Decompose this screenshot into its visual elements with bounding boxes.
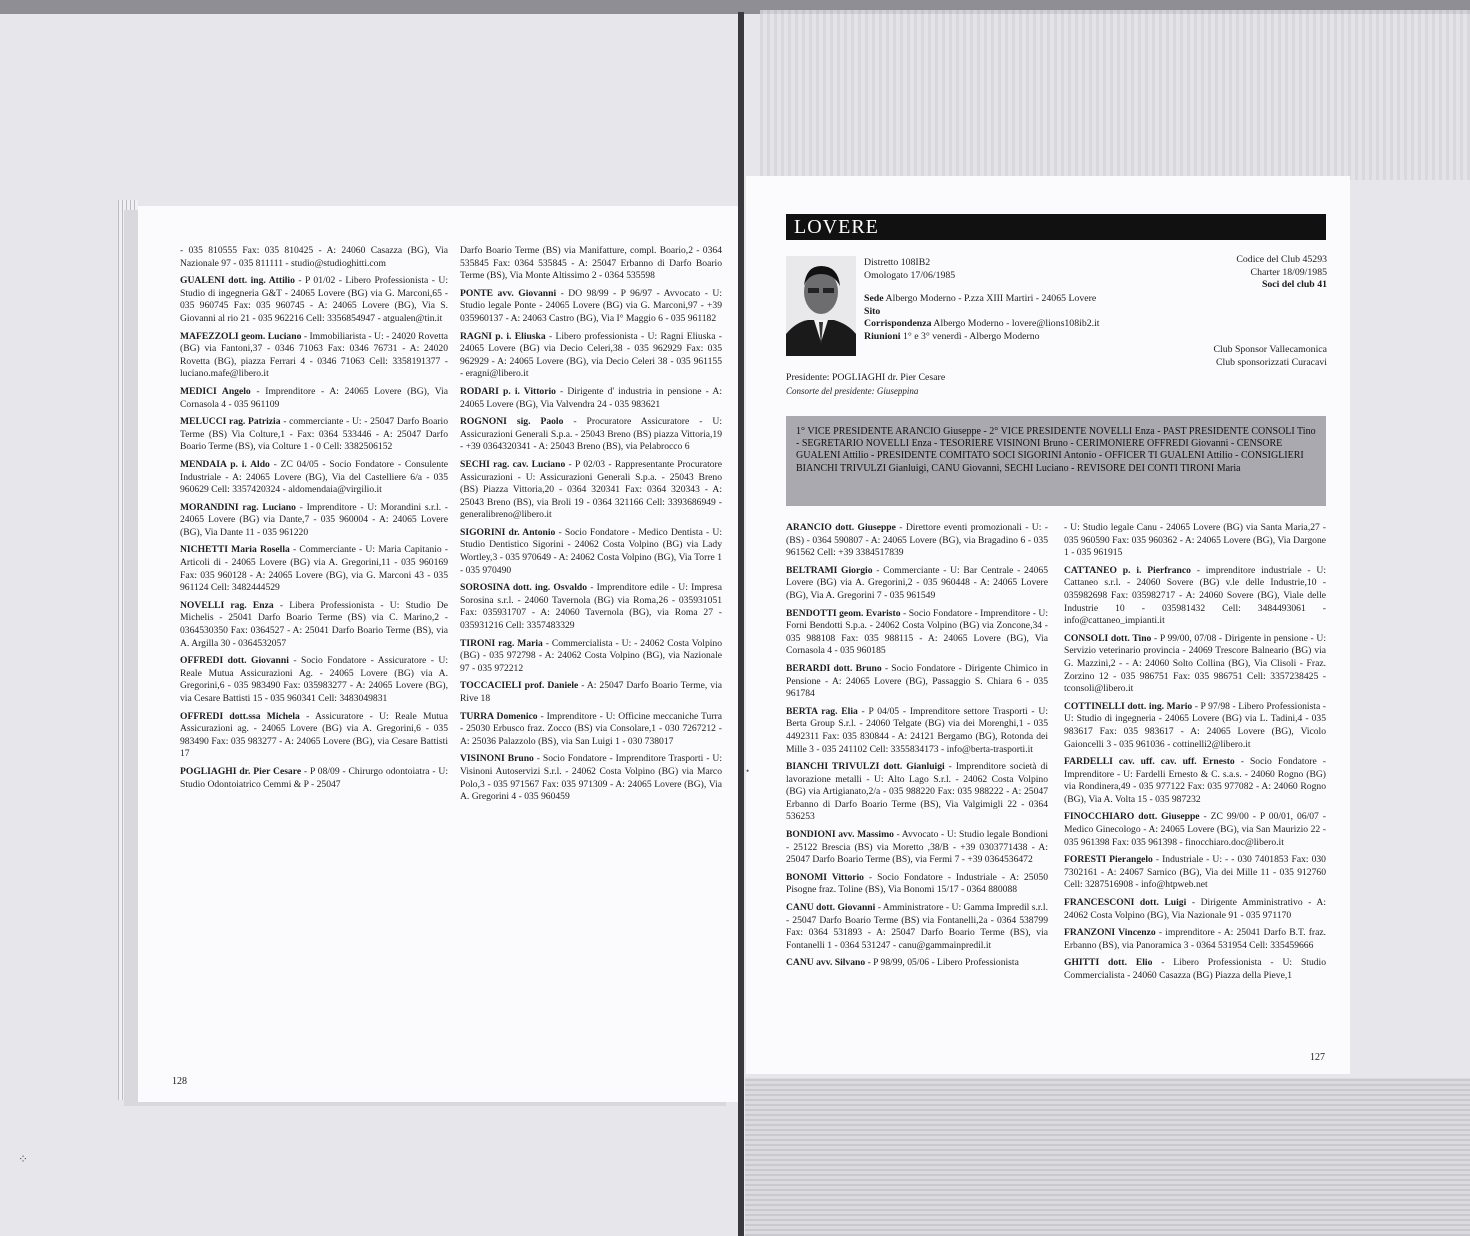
member-name: BERTA rag. Elia <box>786 705 858 717</box>
member-name: FORESTI Pierangelo <box>1064 854 1153 866</box>
member-entry <box>460 527 722 577</box>
correspondence-label: Corrispondenza <box>864 318 932 330</box>
member-name: BELTRAMI Giorgio <box>786 564 873 576</box>
member-entry <box>460 331 722 381</box>
member-details: - Direttore eventi promozionali - U: - (BS) - 0364 590807 - A: 24065 Lovere (BG), via Bragadino 6 - 035 961562 Cell: +39 3384517839 <box>786 522 1048 559</box>
member-name: MORANDINI rag. Luciano <box>180 501 296 513</box>
left-page-column-1 <box>180 245 448 796</box>
member-entry <box>180 544 448 594</box>
book-spine <box>738 12 744 1236</box>
member-name: CANU avv. Silvano <box>786 957 866 969</box>
member-entry <box>460 638 722 676</box>
member-name: TIRONI rag. Maria <box>460 637 543 649</box>
member-details: - Imprenditore - U: Morandini s.r.l. - 24065 Lovere (BG) via Dante,7 - 035 960004 - A: 24065 Lovere (BG), Via Dante 11 - 035 961220 <box>180 501 449 538</box>
member-entry <box>1064 811 1326 849</box>
member-details: - U: Studio legale Canu - 24065 Lovere (BG) via Santa Maria,27 - 035 960590 Fax: 035 960362 - A: 24065 Lovere (BG), Via Dargone 1 - 035 961915 <box>1064 522 1326 559</box>
member-details: - P 99/00, 07/08 - Dirigente in pensione - U: Servizio veterinario provincia - 24069 Trescore Balneario (BG) via G. Mazzini,2 - - A: 24060 Solto Collina (BG), Via Clisoli - Fraz. Zorzino 12 - 035 986751 Fax: 035 986751 Cell: 3357238425 - tconsoli@libero.it <box>1064 632 1326 695</box>
member-entry <box>180 275 448 325</box>
member-name: VISINONI Bruno <box>460 753 534 765</box>
president-block <box>786 372 1106 397</box>
member-details: - A: 25047 Darfo Boario Terme, via Rive 18 <box>460 680 722 704</box>
member-details: - P 02/03 - Rappresentante Procuratore Assicurazioni - U: Assicurazioni Generali S.p.a. - 25043 Breno (BS) Piazza Vittoria,20 - 0364 320341 Fax: 0364 320343 - A: 25043 Breno (BS), via Broli 19 - 0364 321166 Cell: 3393686949 - generalibreno@libero.it <box>460 458 722 521</box>
member-name: ARANCIO dott. Giuseppe <box>786 522 896 533</box>
club-sponsor: Club Sponsor Vallecamonica <box>1213 344 1327 355</box>
member-entry <box>180 711 448 761</box>
member-details: - P 98/99, 05/06 - Libero Professionista <box>865 957 1019 969</box>
member-name: SOROSINA dott. ing. Osvaldo <box>460 582 587 594</box>
member-entry <box>1064 854 1326 892</box>
scan-noise-bottom <box>745 1078 1470 1236</box>
club-info-block <box>864 293 1164 343</box>
member-name: OFFREDI dott. Giovanni <box>180 655 289 667</box>
member-details: - P 01/02 - Libero Professionista - U: Studio di ingegneria G&T - 24065 Lovere (BG) via G. Marconi,65 - 035 960745 Fax: 035 960745 - A: 24065 Lovere (BG), Via S. Giovanni al rio 21 - 035 962216 Cell: 3356854947 - atgualen@tin.it <box>180 275 448 324</box>
member-entry <box>786 829 1048 867</box>
member-entry <box>460 711 722 749</box>
member-name: SIGORINI dr. Antonio <box>460 526 556 538</box>
sito-label: Sito <box>864 305 881 317</box>
member-details: - Imprenditore edile - U: Impresa Sorosina s.r.l. - 24060 Tavernola (BG) via Roma,26 - 035931051 Fax: 035931707 - A: 24060 Tavernola (BG), via Roma 27 - 035931216 Cell: 3357483329 <box>460 582 723 632</box>
member-entry <box>786 902 1048 952</box>
president: Presidente: POGLIAGHI dr. Pier Cesare <box>786 372 946 383</box>
member-entry <box>180 600 448 650</box>
member-name: PONTE avv. Giovanni <box>460 287 557 299</box>
member-details: - Commerciante - U: Bar Centrale - 24065 Lovere (BG) via A. Gregorini,2 - 035 960448 - A: 24065 Lovere (BG), Via A. Gregorini 7 - 035 961549 <box>786 564 1048 601</box>
member-details: - imprenditore - A: 25041 Darfo B.T. fraz. Erbanno (BS), via Panoramica 3 - 0364 531954 Cell: 335459666 <box>1064 927 1327 951</box>
member-entry <box>786 663 1048 701</box>
member-name: CANU dott. Giovanni <box>786 902 876 914</box>
district-block <box>864 257 955 282</box>
member-details: - Socio Fondatore - Medico Dentista - U: Studio Dentistico Sigorini - 24062 Costa Volpino (BG) via Lady Wortley,3 - 035 970649 - A: 24062 Costa Volpino (BG), Via Torre 1 - 035 970490 <box>460 526 722 576</box>
member-details: - Socio Fondatore - Dirigente Chimico in Pensione - A: 24065 Lovere (BG), Passaggio S. Chiara 6 - 035 961784 <box>786 662 1048 700</box>
member-name: CATTANEO p. i. Pierfranco <box>1064 564 1191 576</box>
member-name: GHITTI dott. Elio <box>1064 957 1153 969</box>
member-details: - Socio Fondatore - Industriale - A: 25050 Pisogne fraz. Toline (BS), Via Bonomi 15/17 - 0364 880088 <box>786 871 1048 896</box>
scan-speck: ⁘ <box>18 1152 29 1166</box>
member-name: CONSOLI dott. Tino <box>1064 632 1152 644</box>
member-name: COTTINELLI dott. ing. Mario <box>1064 700 1193 712</box>
member-entry <box>1064 633 1326 696</box>
member-entry <box>1064 957 1326 982</box>
member-details: - Imprenditore - U: Officine meccaniche Turra - 25030 Erbusco fraz. Zocco (BS) via Consolare,1 - 030 7267212 - A: 25036 Palazzolo (BS), via San Luigi 1 - 030 738017 <box>460 710 722 747</box>
member-details: - P 97/98 - Libero Professionista - U: Studio di ingegneria - 24065 Lovere (BG) via L. Tadini,4 - 035 983617 Fax: 035 983617 - A: 24065 Lovere (BG), Vicolo Gaioncelli 3 - 035 961036 - cottinelli2@libero.it <box>1064 700 1326 750</box>
member-entry <box>180 245 448 270</box>
member-entry <box>180 502 448 540</box>
member-details: - Avvocato - U: Studio legale Bondioni - 25122 Brescia (BS) via Moretto ,38/B - +39 0303771438 - A: 25047 Darfo Boario Terme (BS), via Fermi 7 - +39 0364536472 <box>786 829 1048 866</box>
scan-noise-top <box>760 10 1470 180</box>
member-details: - ZC 99/00 - P 00/01, 06/07 - Medico Ginecologo - A: 24065 Lovere (BG), via San Maurizio 22 - 035 961398 Fax: 035 961398 - finocchiaro.doc@libero.it <box>1064 811 1326 848</box>
member-entry <box>1064 565 1326 628</box>
club-codes-block <box>1150 254 1327 292</box>
member-entry <box>180 416 448 454</box>
member-name: RODARI p. i. Vittorio <box>460 385 556 397</box>
approval-date: Omologato 17/06/1985 <box>864 269 956 281</box>
member-entry <box>1064 522 1326 560</box>
member-details: - Industriale - U: - - 030 7401853 Fax: 030 7302161 - A: 24067 Sarnico (BG), Via dei Mille 11 - 035 912760 Cell: 3287516908 - info@htpweb.net <box>1064 854 1326 891</box>
right-page-column-2 <box>1064 522 1326 988</box>
right-page-number: 127 <box>1310 1052 1325 1063</box>
member-name: BIANCHI TRIVULZI dott. Gianluigi <box>786 761 945 773</box>
member-entry <box>180 386 448 411</box>
member-entry <box>460 288 722 326</box>
right-page-column-1 <box>786 522 1048 975</box>
member-name: TOCCACIELI prof. Daniele <box>460 680 579 692</box>
member-name: BENDOTTI geom. Evaristo <box>786 607 901 619</box>
member-details: - Socio Fondatore - Imprenditore - U: Fardelli Ernesto & C. s.a.s. - 24060 Rogno (BG) via Rondinera,49 - 035 977122 Fax: 035 977082 - A: 24060 Rogno (BG), Via A. Volta 15 - 035 987232 <box>1064 756 1326 805</box>
member-entry <box>786 608 1048 658</box>
member-name: OFFREDI dott.ssa Michela <box>180 710 300 722</box>
member-details: - Commerciante - U: Maria Capitanio - Articoli di - 24065 Lovere (BG) via A. Gregorini,11 - 035 960169 Fax: 035 960128 - A: 24065 Lovere (BG), via G. Marconi 43 - 035 961124 Cell: 3482444529 <box>180 544 449 594</box>
member-entry <box>180 655 448 705</box>
member-entry <box>1064 897 1326 922</box>
member-count: Soci del club 41 <box>1261 279 1327 291</box>
member-details: - Amministratore - U: Gamma Impredil s.r.l. - 25047 Darfo Boario Terme (BS) via Fontanelli,2a - 0364 538799 Fax: 0364 531893 - A: 25047 Darfo Boario Terme (BS), via Fontanelli 1 - 0364 531247 - canu@gammainpredil.it <box>786 902 1048 951</box>
page-stack-edge <box>118 200 138 1100</box>
sede-value: Albergo Moderno - P.zza XIII Martiri - 24065 Lovere <box>883 293 1097 304</box>
member-entry <box>786 706 1048 756</box>
member-name: MELUCCI rag. Patrizia <box>180 416 281 428</box>
charter-date: Charter 18/09/1985 <box>1250 266 1327 278</box>
left-page-column-2 <box>460 245 722 809</box>
member-name: FINOCCHIARO dott. Giuseppe <box>1064 811 1200 823</box>
president-photo <box>786 256 856 356</box>
member-entry <box>180 331 448 381</box>
member-entry <box>1064 927 1326 952</box>
member-name: NOVELLI rag. Enza <box>180 599 274 611</box>
club-title-banner: LOVERE <box>786 214 1326 240</box>
member-details: - commerciante - U: - 25047 Darfo Boario Terme (BS) Via Colture,1 - Fax: 0364 533446 - A: 25047 Darfo Boario Terme (BS), via Colture 1 - 0 Cell: 3382506152 <box>180 416 448 453</box>
member-entry <box>786 872 1048 897</box>
member-details: - Procuratore Assicuratore - U: Assicurazioni Generali S.p.a. - 25043 Breno (BS) piazza Vittoria,19 - +39 0364320341 - A: 25043 Breno (BS), via Pelabrocco 6 <box>460 416 722 453</box>
member-entry <box>1064 756 1326 806</box>
member-name: MENDAIA p. i. Aldo <box>180 458 270 470</box>
member-entry <box>786 761 1048 824</box>
scan-speck: • <box>746 766 750 776</box>
club-code: Codice del Club 45293 <box>1236 254 1327 265</box>
member-entry <box>180 766 448 791</box>
member-name: SECHI rag. cav. Luciano <box>460 458 566 470</box>
member-name: MEDICI Angelo <box>180 385 251 397</box>
member-name: BERARDI dott. Bruno <box>786 662 882 674</box>
member-details: - P 04/05 - Imprenditore settore Trasporti - U: Berta Group S.r.l. - 24060 Telgate (BG) via dei Morenghi,1 - 035 4492311 Fax: 035 830844 - A: 24121 Bergamo (BG), Rotonda dei Mille 3 - 035 241102 Cell: 3355834173 - info@berta-trasporti.it <box>786 705 1048 755</box>
member-details: - Assicuratore - U: Reale Mutua Assicurazioni ag. - 24065 Lovere (BG) via A. Gregorini,6 - 035 983490 Fax: 035 983277 - A: 24065 Lovere (BG), via Cesare Battisti 17 <box>180 710 448 760</box>
member-details: - Libera Professionista - U: Studio De Michelis - 25041 Darfo Boario Terme (BS) via C. Marino,2 - 0364530350 Fax: 0364527 - A: 25041 Darfo Boario Terme (BS), via A. Argilla 30 - 0364532057 <box>180 599 448 649</box>
member-details: - Socio Fondatore - Imprenditore Trasporti - U: Visinoni Autoservizi S.r.l. - 24062 Costa Volpino (BG) via Marco Polo,3 - 035 971567 Fax: 035 971309 - A: 24065 Lovere (BG), Via A. Gregorini 4 - 035 960459 <box>460 753 722 803</box>
member-entry <box>460 416 722 454</box>
member-details: - P 08/09 - Chirurgo odontoiatra - U: Studio Odontoiatrico Cemmi & P - 25047 <box>180 765 448 790</box>
member-details: - Immobiliarista - U: - 24020 Rovetta (BG) via Fantoni,37 - 0346 71063 Fax: 0346 76731 - A: 24020 Rovetta (BG), piazza Ferrari 4 - 0346 71063 Cell: 3358191377 - luciano.mafe@libero.it <box>180 330 449 380</box>
member-name: BONDIONI avv. Massimo <box>786 829 894 841</box>
member-entry <box>460 245 722 283</box>
member-name: MAFEZZOLI geom. Luciano <box>180 330 302 342</box>
member-name: ROGNONI sig. Paolo <box>460 416 564 428</box>
member-entry <box>1064 701 1326 751</box>
member-entry <box>460 459 722 522</box>
member-details: - ZC 04/05 - Socio Fondatore - Consulente Industriale - A: 24065 Lovere (BG), Via del Castelliere 6/a - 035 960629 Cell: 3357420324 - aldomendaia@virgilio.it <box>180 458 448 496</box>
member-name: GUALENI dott. ing. Attilio <box>180 275 295 287</box>
member-entry <box>460 753 722 803</box>
member-entry <box>180 459 448 497</box>
member-entry <box>786 522 1048 560</box>
member-entry <box>460 582 722 632</box>
member-details: - 035 810555 Fax: 035 810425 - A: 24060 Casazza (BG), Via Nazionale 97 - 035 811111 - studio@studioghitti.com <box>180 245 448 269</box>
member-details: - imprenditore industriale - U: Cattaneo s.r.l. - 24060 Sovere (BG) v.le delle Industrie,10 - 035982698 Fax: 035982717 - A: 24060 Sovere (BG), Viale delle Industrie 10 - 035981432 Cell: 3484493061 - info@cattaneo_impianti.it <box>1064 564 1327 627</box>
member-details: - Commercialista - U: - 24062 Costa Volpino (BG) - 035 972798 - A: 24062 Costa Volpino (BG), via Nazionale 97 - 035 972212 <box>460 637 723 674</box>
member-details: - Socio Fondatore - Assicuratore - U: Reale Mutua Assicurazioni Ag. - 24065 Lovere (BG) via A. Gregorini,6 - 035 983490 Fax: 035983277 - A: 24065 Lovere (BG), via Cesare Battisti 15 - 035 960341 Cell: 3483049831 <box>180 655 448 704</box>
member-entry <box>460 680 722 705</box>
member-details: - Libero Professionista - U: Studio Commercialista - 24060 Casazza (BG) Piazza della Pieve,1 <box>1064 957 1326 981</box>
member-details: - DO 98/99 - P 96/97 - Avvocato - U: Studio legale Ponte - 24065 Lovere (BG) via G. Marconi,97 - +39 035960137 - A: 24063 Castro (BG), Via I° Maggio 6 - 035 961182 <box>460 287 722 324</box>
member-name: FARDELLI cav. uff. cav. uff. Ernesto <box>1064 756 1235 768</box>
left-page-number: 128 <box>172 1076 187 1087</box>
member-details: - Dirigente Amministrativo - A: 24062 Costa Volpino (BG), Via Nazionale 91 - 035 971170 <box>1064 897 1326 921</box>
sede-label: Sede <box>864 293 884 304</box>
member-entry <box>786 957 1048 970</box>
member-details: - Libero professionista - U: Ragni Eliuska - 24065 Lovere (BG) via Decio Celeri,38 - 035 962929 Fax: 035 962929 - A: 24065 Lovere (BG), via Decio Celeri 38 - 035 961155 - eragni@libero.it <box>460 330 723 380</box>
member-entry <box>460 386 722 411</box>
member-entry <box>786 565 1048 603</box>
meetings-value: 1° e 3° venerdì - Albergo Moderno <box>900 330 1040 342</box>
member-details: - Imprenditore - A: 24065 Lovere (BG), Via Cornasola 4 - 035 961109 <box>180 385 448 410</box>
district: Distretto 108IB2 <box>864 257 931 268</box>
president-spouse: Consorte del presidente: Giuseppina <box>786 385 919 396</box>
member-details: - Dirigente d' industria in pensione - A: 24065 Lovere (BG), Via Valvendra 24 - 035 983621 <box>460 385 722 410</box>
sponsored-clubs: Club sponsorizzati Curacavi <box>1215 356 1327 368</box>
member-name: TURRA Domenico <box>460 710 538 722</box>
member-name: FRANZONI Vincenzo <box>1064 927 1156 939</box>
correspondence-value: Albergo Moderno - lovere@lions108ib2.it <box>931 318 1100 330</box>
officers-box: 1° VICE PRESIDENTE ARANCIO Giuseppe - 2° VICE PRESIDENTE NOVELLI Enza - PAST PRESIDENTE CONSOLI Tino - SEGRETARIO NOVELLI Enza - TESORIERE VISINONI Bruno - CERIMONIERE OFFREDI Giovanni - CENSORE GUALENI Attilio - PRESIDENTE COMITATO SOCI SIGORINI Antonio - OFFICER TI GUALENI Attilio - CONSIGLIERI BIANCHI TRIVULZI Gianluigi, CANU Giovanni, SECHI Luciano - REVISORE DEI CONTI TIRONI Maria <box>786 416 1326 506</box>
member-name: BONOMI Vittorio <box>786 871 864 883</box>
member-details: Darfo Boario Terme (BS) via Manifatture, compl. Boario,2 - 0364 535845 Fax: 0364 535845 - A: 25047 Erbanno di Darfo Boario Terme (BS), Via Monte Altissimo 2 - 0364 535598 <box>460 245 722 282</box>
member-name: FRANCESCONI dott. Luigi <box>1064 897 1187 909</box>
member-name: RAGNI p. i. Eliuska <box>460 330 546 342</box>
member-details: - Imprenditore società di lavorazione metalli - U: Alto Lago S.r.l. - 24062 Costa Volpino (BG) via Artigianato,2/a - 035 988220 Fax: 035 988222 - A: 25047 Erbanno di Darfo Boario Terme (BS), Via Valgimigli 22 - 0364 536253 <box>786 761 1048 823</box>
sponsor-block <box>1100 344 1327 369</box>
member-name: POGLIAGHI dr. Pier Cesare <box>180 765 302 777</box>
meetings-label: Riunioni <box>864 330 901 342</box>
member-name: NICHETTI Maria Rosella <box>180 544 290 556</box>
member-details: - Socio Fondatore - Imprenditore - U: Forni Bendotti S.p.a. - 24062 Costa Volpino (BG) via Zoncone,34 - 035 988108 Fax: 035 988115 - A: 24065 Lovere (BG), Via Cornasola 4 - 035 960185 <box>786 607 1048 657</box>
